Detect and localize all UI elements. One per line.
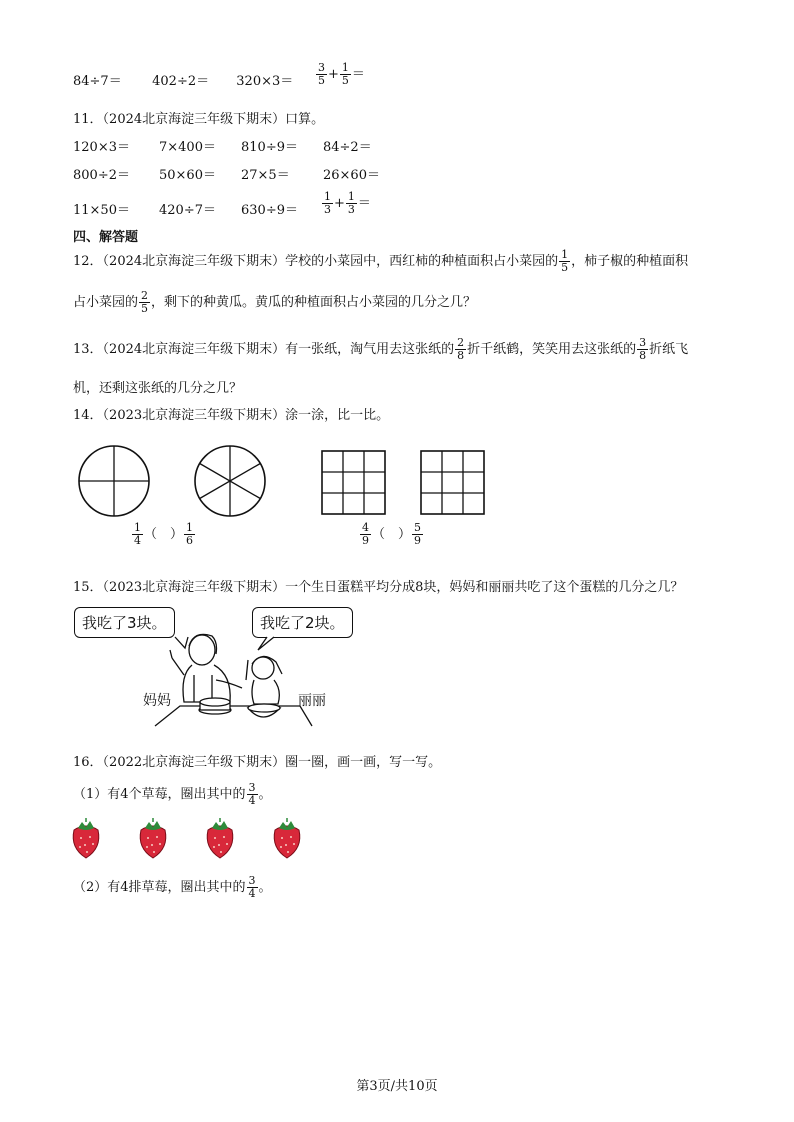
question-11-title: 11．（2024北京海淀三年级下期末）口算。 bbox=[73, 112, 325, 127]
mom-figure bbox=[170, 634, 242, 702]
grid-ninths-left[interactable] bbox=[322, 451, 385, 514]
question-16-part1: （1）有4个草莓，圈出其中的 $\frac{3}{4}$ 。 bbox=[73, 781, 272, 807]
question-12-line1: 12．（2024北京海淀三年级下期末）学校的小菜园中，西红柿的种植面积占小菜园的 $\frac{1}{5}$ ，柿子椒的种植面积 bbox=[73, 248, 689, 274]
calc-row: 800÷2＝ 50×60＝ 27×5＝ 26×60＝ bbox=[73, 168, 380, 183]
compare-1: $\frac{1}{4}$ （ ） $\frac{1}{6}$ bbox=[134, 521, 194, 547]
circle-quarters[interactable] bbox=[79, 446, 149, 516]
calc-item: 402÷2＝ bbox=[152, 74, 210, 89]
question-16-part2: （2）有4排草莓，圈出其中的 $\frac{3}{4}$ 。 bbox=[73, 874, 272, 900]
strawberry-1[interactable] bbox=[73, 818, 99, 858]
section-heading: 四、解答题 bbox=[73, 230, 139, 245]
question-14-title: 14．（2023北京海淀三年级下期末）涂一涂，比一比。 bbox=[73, 408, 390, 423]
name-mom: 妈妈 bbox=[143, 693, 171, 709]
cake bbox=[199, 698, 231, 714]
strawberry-4[interactable] bbox=[274, 818, 300, 858]
strawberry-2[interactable] bbox=[140, 818, 166, 858]
question-15-title: 15．（2023北京海淀三年级下期末）一个生日蛋糕平均分成8块，妈妈和丽丽共吃了这个蛋糕的几分之几？ bbox=[73, 580, 684, 595]
question-16-title: 16．（2022北京海淀三年级下期末）圈一圈，画一画，写一写。 bbox=[73, 755, 442, 770]
question-12-line2: 占小菜园的 $\frac{2}{5}$ ，剩下的种黄瓜。黄瓜的种植面积占小菜园的几分之几？ bbox=[73, 289, 477, 315]
grid-ninths-right[interactable] bbox=[421, 451, 484, 514]
calc-fraction-sum: $\frac{3}{5}$ + $\frac{1}{5}$ ＝ bbox=[318, 61, 365, 87]
calc-row-top bbox=[73, 70, 321, 89]
speech-bubble-mom: 我吃了3块。 bbox=[74, 607, 175, 638]
strawberry-row bbox=[68, 816, 318, 861]
table bbox=[155, 706, 312, 726]
calc-item: 320×3＝ bbox=[236, 74, 294, 89]
answer-blank[interactable]: （ ） bbox=[372, 527, 412, 542]
calc-row: 120×3＝ 7×400＝ 810÷9＝ 84÷2＝ bbox=[73, 140, 372, 155]
fraction-shapes bbox=[70, 440, 510, 525]
answer-blank[interactable]: （ ） bbox=[144, 527, 184, 542]
strawberry-3[interactable] bbox=[207, 818, 233, 858]
calc-row: 11×50＝ 420÷7＝ 630÷9＝ bbox=[73, 203, 298, 218]
circle-sixths[interactable] bbox=[195, 446, 265, 516]
page-footer: 第3页/共10页 bbox=[356, 1079, 438, 1094]
calc-fraction-sum: $\frac{1}{3}$ + $\frac{1}{3}$ ＝ bbox=[324, 190, 371, 216]
cake-illustration bbox=[150, 630, 320, 730]
question-13-line2: 机，还剩这张纸的几分之几？ bbox=[73, 381, 243, 396]
question-13-line1: 13．（2024北京海淀三年级下期末）有一张纸，淘气用去这张纸的 $\frac{2}{8}$ 折千纸鹤，笑笑用去这张纸的 $\frac{3}{8}$ 折纸飞 bbox=[73, 336, 689, 362]
compare-2: $\frac{4}{9}$ （ ） $\frac{5}{9}$ bbox=[362, 521, 422, 547]
lili-figure bbox=[246, 656, 282, 704]
bowl bbox=[248, 704, 280, 717]
name-lili: 丽丽 bbox=[298, 693, 326, 709]
calc-item: 84÷7＝ bbox=[73, 74, 122, 89]
speech-bubble-lili: 我吃了2块。 bbox=[252, 607, 353, 638]
